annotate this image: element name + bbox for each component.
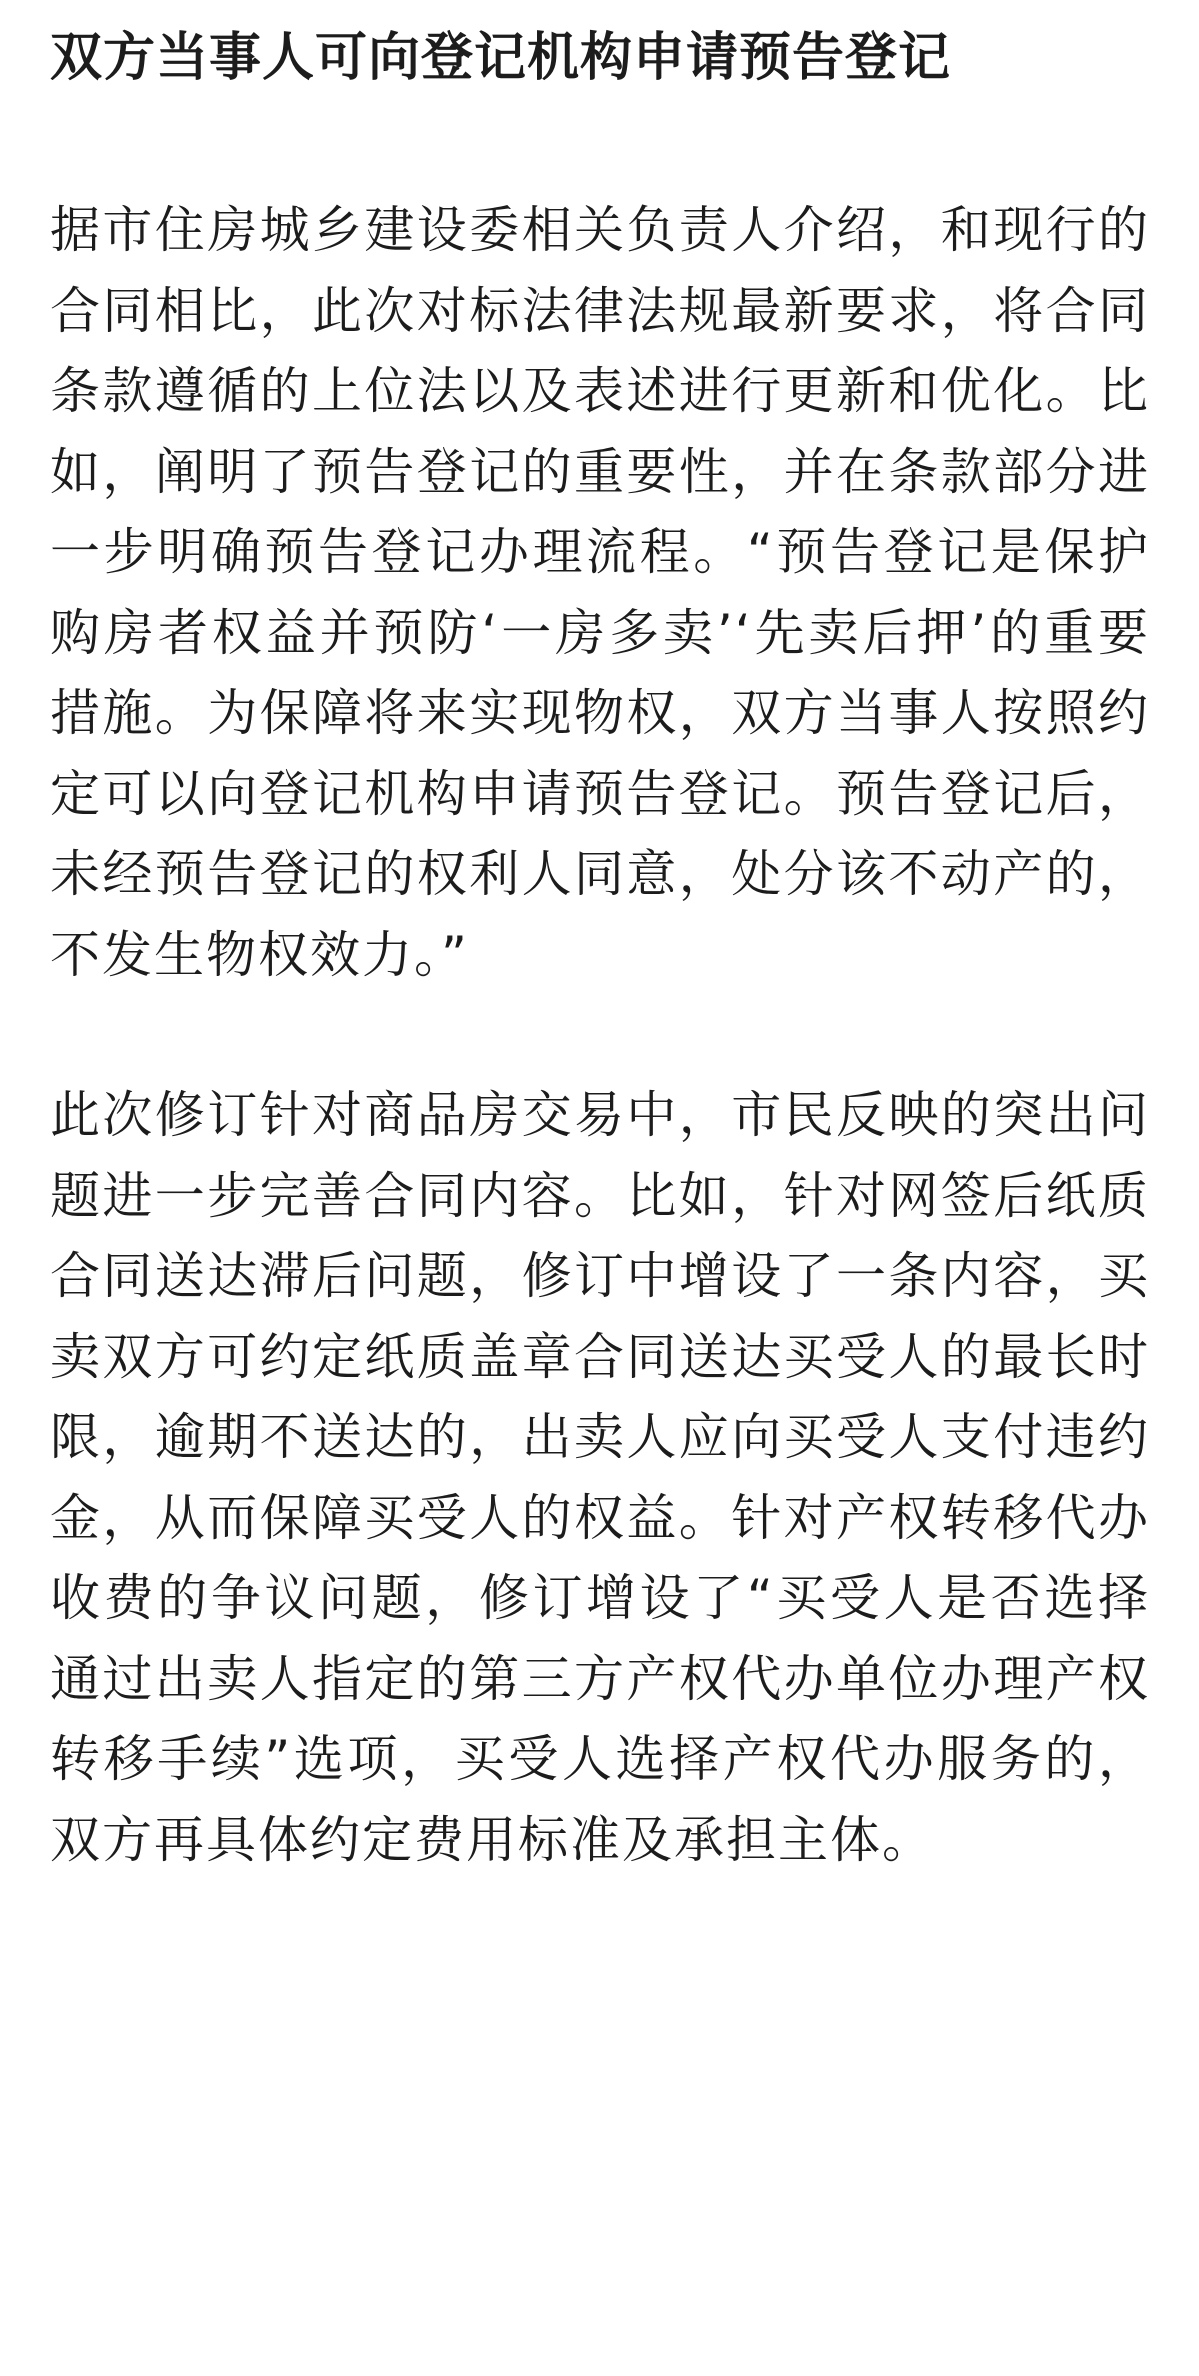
article-paragraph-2: 此次修订针对商品房交易中，市民反映的突出问题进一步完善合同内容。比如，针对网签后纸质合同送达滞后问题，修订中增设了一条内容，买卖双方可约定纸质盖章合同送达买受人的最长时限，逾期不送达的，出卖人应向买受人支付违约金，从而保障买受人的权益。针对产权转移代办收费的争议问题，修订增设了“买受人是否选择通过出卖人指定的第三方产权代办单位办理产权转移手续”选项，买受人选择产权代办服务的，双方再具体约定费用标准及承担主体。: [50, 1086, 1150, 1869]
article: [50, 0, 1150, 1880]
article-paragraph-1: 据市住房城乡建设委相关负责人介绍，和现行的合同相比，此次对标法律法规最新要求，将合同条款遵循的上位法以及表述进行更新和优化。比如，阐明了预告登记的重要性，并在条款部分进一步明确预告登记办理流程。“预告登记是保护购房者权益并预防‘一房多卖’‘先卖后押’的重要措施。为保障将来实现物权，双方当事人按照约定可以向登记机构申请预告登记。预告登记后，未经预告登记的权利人同意，处分该不动产的，不发生物权效力。”: [50, 201, 1150, 984]
article-title: 双方当事人可向登记机构申请预告登记: [50, 28, 952, 88]
